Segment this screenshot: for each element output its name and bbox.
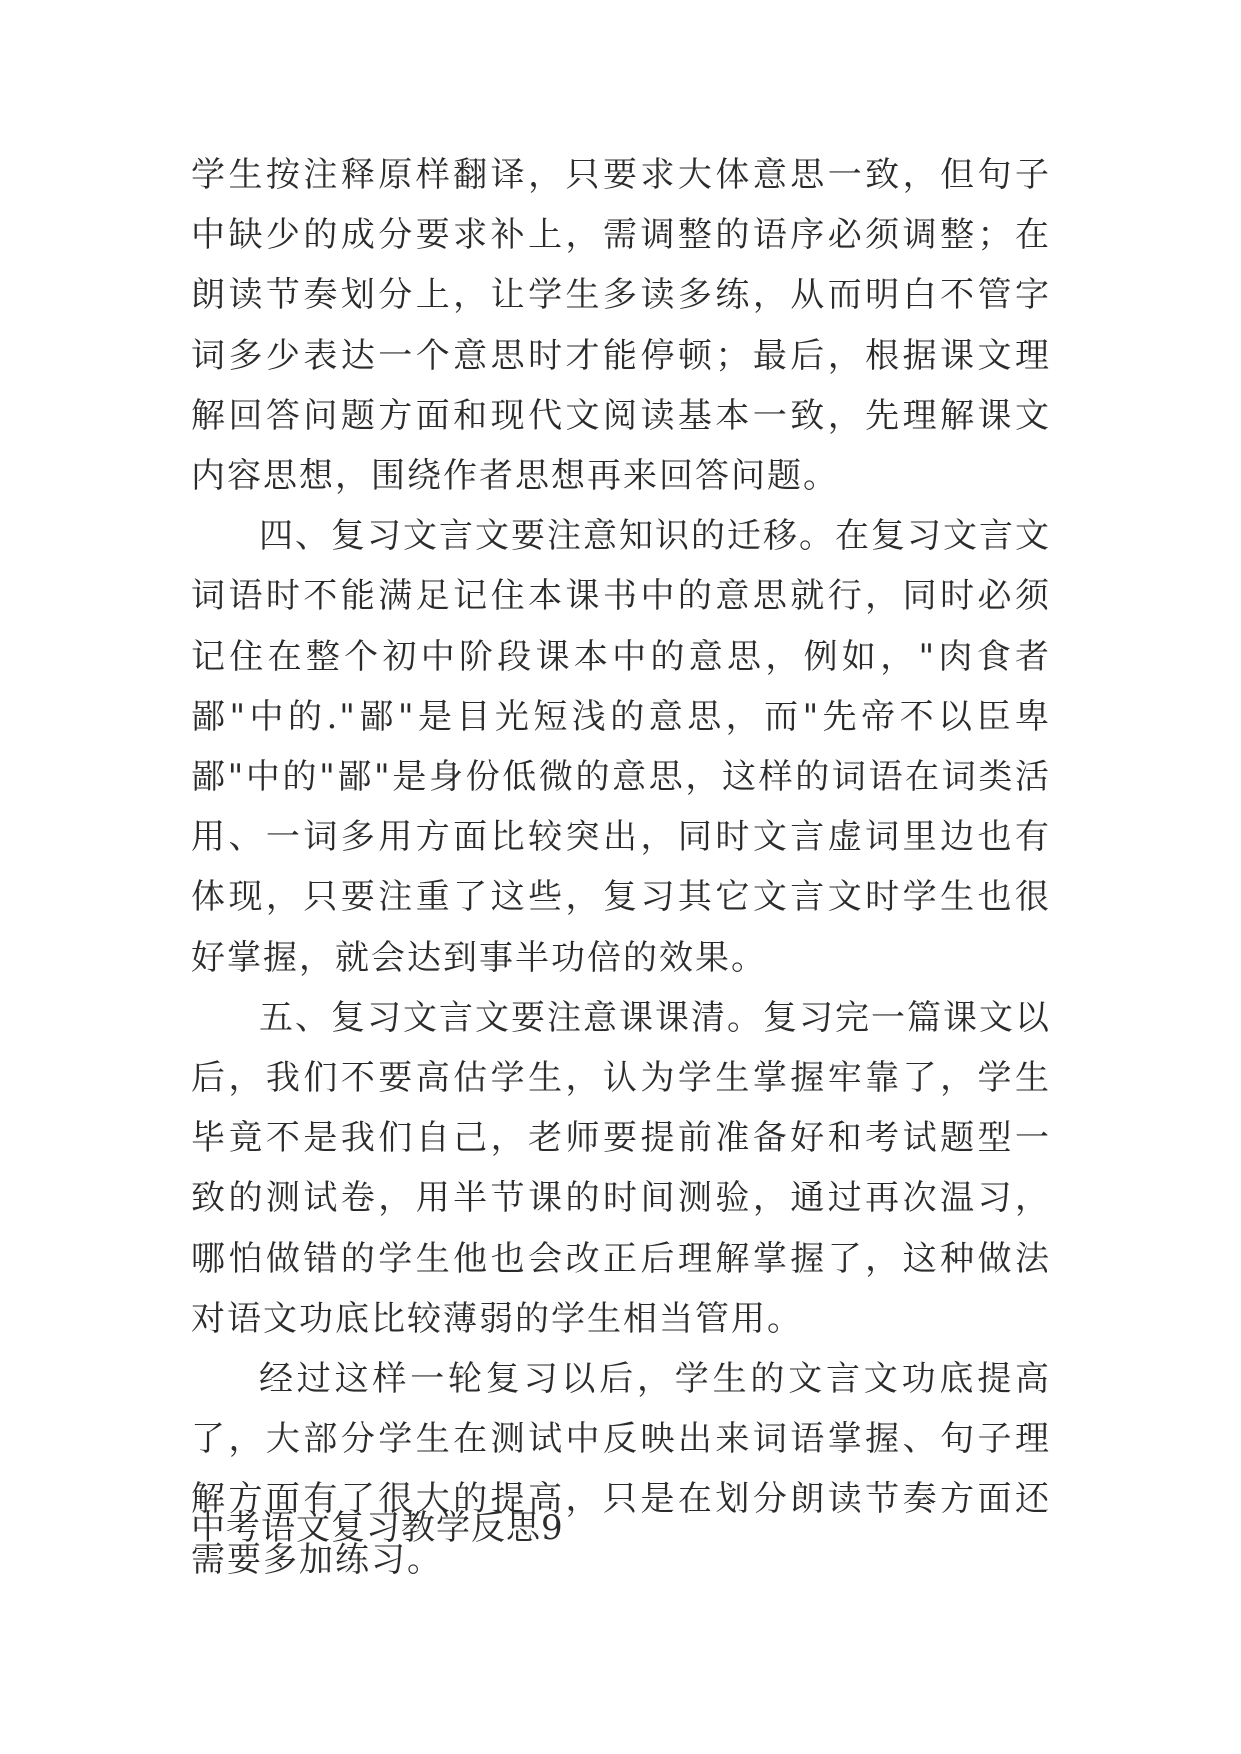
- paragraph-continued: 学生按注释原样翻译，只要求大体意思一致，但句子中缺少的成分要求补上，需调整的语序必须调整；在朗读节奏划分上，让学生多读多练，从而明白不管字词多少表达一个意思时才能停顿；最后，根据课文理解回答问题方面和现代文阅读基本一致，先理解课文内容思想，围绕作者思想再来回答问题。: [191, 155, 1051, 497]
- document-body: [191, 145, 1051, 1590]
- paragraph-lesson-review: 五、复习文言文要注意课课清。复习完一篇课文以后，我们不要高估学生，认为学生掌握牢靠了，学生毕竟不是我们自己，老师要提前准备好和考试题型一致的测试卷，用半节课的时间测验，通过再次温习，哪怕做错的学生他也会改正后理解掌握了，这种做法对语文功底比较薄弱的学生相当管用。: [191, 997, 1051, 1339]
- section-heading: 中考语文复习教学反思9: [191, 1508, 564, 1548]
- paragraph-conclusion: 经过这样一轮复习以后，学生的文言文功底提高了，大部分学生在测试中反映出来词语掌握、句子理解方面有了很大的提高，只是在划分朗读节奏方面还需要多加练习。: [191, 1359, 1051, 1580]
- paragraph-knowledge-transfer: 四、复习文言文要注意知识的迁移。在复习文言文词语时不能满足记住本课书中的意思就行，同时必须记住在整个初中阶段课本中的意思，例如，"肉食者鄙"中的."鄙"是目光短浅的意思，而"先帝不以臣卑鄙"中的"鄙"是身份低微的意思，这样的词语在词类活用、一词多用方面比较突出，同时文言虚词里边也有体现，只要注重了这些，复习其它文言文时学生也很好掌握，就会达到事半功倍的效果。: [191, 516, 1051, 978]
